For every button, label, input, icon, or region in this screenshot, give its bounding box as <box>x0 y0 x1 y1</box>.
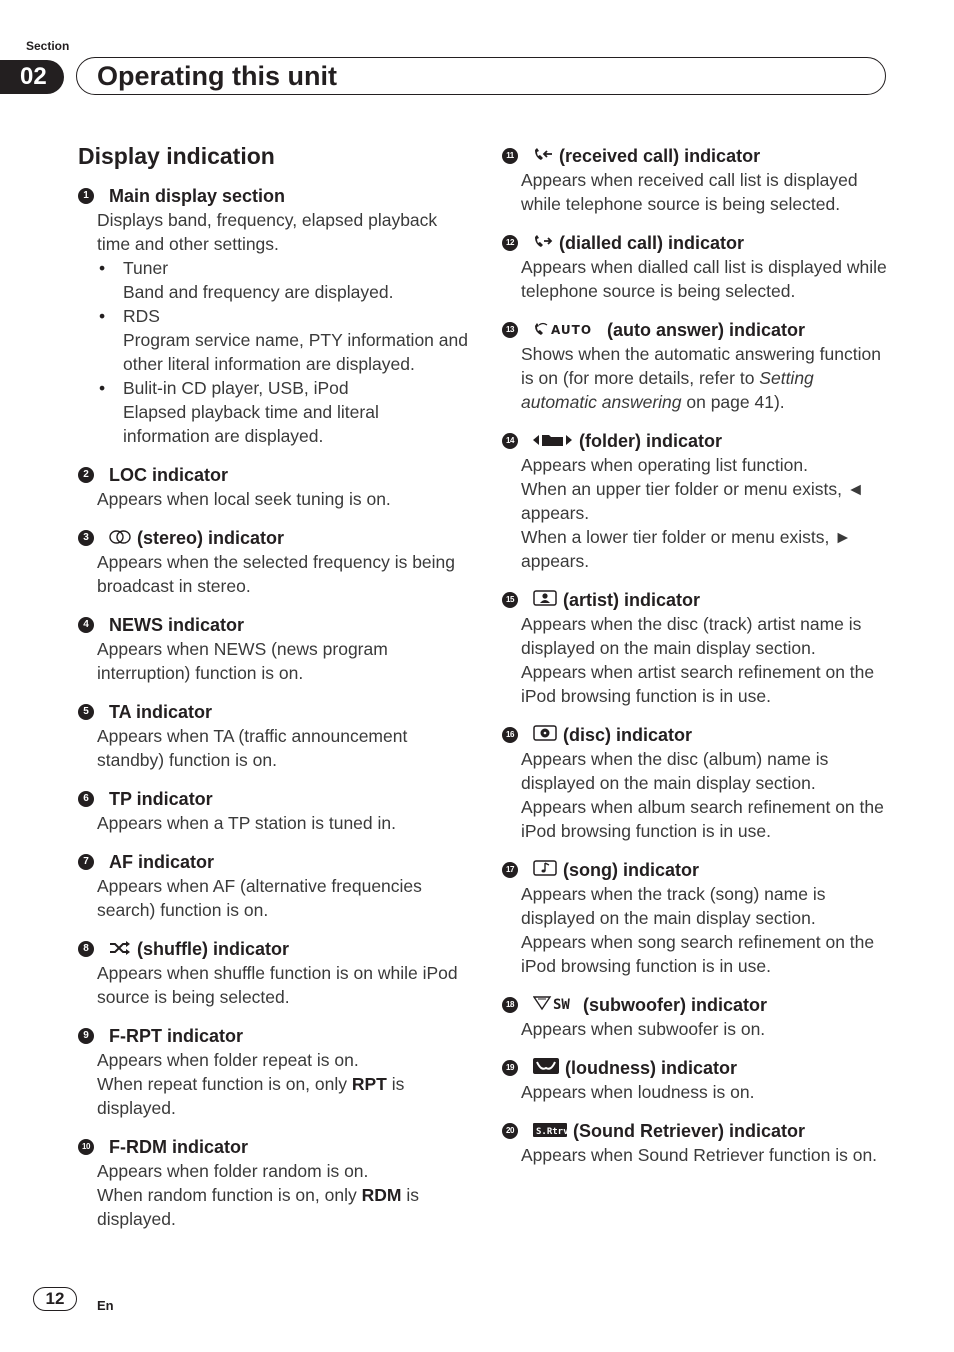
item-text: Appears when folder repeat is on. <box>97 1050 359 1070</box>
right-column <box>502 144 894 1182</box>
item-body: Appears when local seek tuning is on. <box>97 489 391 509</box>
item-loudness <box>502 1056 894 1104</box>
item-number: 17 <box>502 862 518 878</box>
item-tp <box>78 787 468 835</box>
item-artist <box>502 588 894 708</box>
item-subwoofer <box>502 993 894 1041</box>
item-text: Appears when the disc (track) artist name is displayed on the main display section. <box>521 614 862 658</box>
item-body <box>521 882 894 978</box>
bullet-list <box>97 256 468 448</box>
item-body <box>521 612 894 708</box>
item-number: 1 <box>78 188 94 204</box>
item-title <box>78 850 468 874</box>
item-number: 8 <box>78 941 94 957</box>
text-part: is displayed. <box>97 1074 405 1118</box>
item-title-text: NEWS indicator <box>109 615 245 635</box>
item-number: 13 <box>502 322 518 338</box>
item-body: Appears when TA (traffic announcement standby) function is on. <box>97 726 408 770</box>
item-title <box>78 526 468 550</box>
item-main-display <box>78 184 468 448</box>
item-number: 14 <box>502 433 518 449</box>
item-text: Appears when album search refinement on the iPod browsing function is in use. <box>521 797 884 841</box>
item-text: When a lower tier folder or menu exists, ► appears. <box>521 527 852 571</box>
item-text: Appears when the disc (album) name is displayed on the main display section. <box>521 749 829 793</box>
item-title <box>502 993 894 1017</box>
item-title <box>502 429 894 453</box>
item-number: 11 <box>502 148 518 164</box>
item-body <box>521 342 894 414</box>
left-column <box>78 140 468 1246</box>
item-number: 9 <box>78 1028 94 1044</box>
item-title-text: F-RDM indicator <box>109 1137 248 1157</box>
item-title-text: (folder) indicator <box>579 431 722 451</box>
bullet-label: Tuner <box>123 258 169 278</box>
item-title <box>78 184 468 208</box>
received-call-icon <box>533 144 553 168</box>
item-title-text: (stereo) indicator <box>137 528 285 548</box>
item-text: Appears when folder random is on. <box>97 1161 369 1181</box>
item-ta <box>78 700 468 772</box>
item-title-text: (loudness) indicator <box>565 1058 738 1078</box>
item-af <box>78 850 468 922</box>
bullet-item <box>97 256 468 304</box>
bullet-label: Bulit-in CD player, USB, iPod <box>123 378 349 398</box>
bold-term: RDM <box>361 1185 402 1205</box>
item-body: Appears when NEWS (news program interruption) function is on. <box>97 639 388 683</box>
svg-text:S.Rtrv: S.Rtrv <box>536 1127 567 1137</box>
bullet-desc: Elapsed playback time and literal information are displayed. <box>123 402 379 446</box>
song-icon <box>533 858 557 882</box>
item-body: Appears when dialled call list is displayed while telephone source is being selected. <box>521 257 887 301</box>
item-f-rdm <box>78 1135 468 1231</box>
item-number: 6 <box>78 791 94 807</box>
item-title <box>502 231 894 255</box>
item-received-call <box>502 144 894 216</box>
item-body <box>521 747 894 843</box>
artist-icon <box>533 588 557 612</box>
section-number-badge: 02 <box>0 60 64 94</box>
item-text: Appears when the track (song) name is displayed on the main display section. <box>521 884 826 928</box>
item-title-text: AF indicator <box>109 852 215 872</box>
item-title <box>78 1135 468 1159</box>
item-loc <box>78 463 468 511</box>
item-title-text: (dialled call) indicator <box>559 233 745 253</box>
item-title-text: (Sound Retriever) indicator <box>573 1121 806 1141</box>
page-heading: Display indication <box>78 143 275 169</box>
item-body: Appears when a TP station is tuned in. <box>97 813 396 833</box>
item-title <box>78 700 468 724</box>
item-number: 20 <box>502 1123 518 1139</box>
item-title <box>78 463 468 487</box>
disc-icon <box>533 723 557 747</box>
text-part: Shows when the automatic answering function is on (for more details, refer to <box>521 344 881 388</box>
text-part: on page 41). <box>681 392 785 412</box>
item-text: When an upper tier folder or menu exists, ◄ appears. <box>521 479 865 523</box>
item-title-text: (shuffle) indicator <box>137 939 289 959</box>
section-title-box <box>76 57 886 95</box>
text-part: is displayed. <box>97 1185 419 1229</box>
item-body: Appears when loudness is on. <box>521 1082 755 1102</box>
item-song <box>502 858 894 978</box>
item-title-text: (received call) indicator <box>559 146 761 166</box>
item-title-text: (artist) indicator <box>563 590 701 610</box>
sound-retriever-icon <box>533 1119 567 1143</box>
item-body: Appears when received call list is displayed while telephone source is being selected. <box>521 170 858 214</box>
item-title-text: (song) indicator <box>563 860 699 880</box>
item-number: 12 <box>502 235 518 251</box>
item-stereo <box>78 526 468 598</box>
item-number: 10 <box>78 1139 94 1155</box>
item-title <box>502 1119 894 1143</box>
item-disc <box>502 723 894 843</box>
item-title-text: (disc) indicator <box>563 725 693 745</box>
item-news <box>78 613 468 685</box>
item-text <box>97 1183 468 1231</box>
item-text: Appears when operating list function. <box>521 455 808 475</box>
item-body <box>521 453 894 573</box>
item-number: 19 <box>502 1060 518 1076</box>
item-title-text: Main display section <box>109 186 286 206</box>
item-shuffle <box>78 937 468 1009</box>
item-title-text: TA indicator <box>109 702 212 722</box>
item-sound-retriever <box>502 1119 894 1167</box>
bullet-desc: Band and frequency are displayed. <box>123 282 394 302</box>
item-number: 2 <box>78 467 94 483</box>
bullet-item <box>97 376 468 448</box>
item-number: 7 <box>78 854 94 870</box>
item-title <box>78 1024 468 1048</box>
section-label: Section <box>26 39 70 53</box>
item-number: 16 <box>502 727 518 743</box>
item-folder <box>502 429 894 573</box>
item-auto-answer <box>502 318 894 414</box>
item-text: Displays band, frequency, elapsed playback time and other settings. <box>97 210 438 254</box>
item-title <box>502 318 894 342</box>
item-body: Appears when AF (alternative frequencies search) function is on. <box>97 876 422 920</box>
item-title <box>502 1056 894 1080</box>
shuffle-icon <box>109 937 131 961</box>
bullet-item <box>97 304 468 376</box>
item-number: 5 <box>78 704 94 720</box>
bullet-desc: Program service name, PTY information and other literal information are displayed. <box>123 330 468 374</box>
item-body <box>97 208 468 448</box>
item-text: Appears when song search refinement on the iPod browsing function is in use. <box>521 932 875 976</box>
dialled-call-icon <box>533 231 553 255</box>
item-title <box>502 144 894 168</box>
item-title <box>502 588 894 612</box>
item-number: 15 <box>502 592 518 608</box>
text-part: When random function is on, only <box>97 1185 362 1205</box>
bullet-label: RDS <box>123 306 160 326</box>
cross-reference: Setting automatic answering <box>521 368 814 412</box>
item-number: 18 <box>502 997 518 1013</box>
subwoofer-icon <box>533 993 577 1017</box>
svg-text:SW: SW <box>553 997 570 1011</box>
section-title: Operating this unit <box>97 61 337 91</box>
item-title-text: F-RPT indicator <box>109 1026 243 1046</box>
page-number: 12 <box>33 1287 77 1311</box>
text-part: When repeat function is on, only <box>97 1074 352 1094</box>
item-body: Appears when shuffle function is on while iPod source is being selected. <box>97 963 458 1007</box>
item-text: Appears when artist search refinement on the iPod browsing function is in use. <box>521 662 875 706</box>
folder-icon <box>533 429 573 453</box>
item-title <box>78 937 468 961</box>
item-title-text: LOC indicator <box>109 465 229 485</box>
item-text <box>97 1072 468 1120</box>
item-dialled-call <box>502 231 894 303</box>
stereo-icon <box>109 526 131 550</box>
item-body: Appears when Sound Retriever function is on. <box>521 1145 878 1165</box>
item-body: Appears when subwoofer is on. <box>521 1019 766 1039</box>
item-title-text: (subwoofer) indicator <box>583 995 767 1015</box>
item-body <box>97 1159 468 1231</box>
item-title <box>502 858 894 882</box>
item-body <box>97 1048 468 1120</box>
item-body: Appears when the selected frequency is being broadcast in stereo. <box>97 552 456 596</box>
svg-text:AUTO: AUTO <box>551 323 593 336</box>
loudness-icon <box>533 1056 559 1080</box>
item-number: 4 <box>78 617 94 633</box>
item-f-rpt <box>78 1024 468 1120</box>
item-title-text: TP indicator <box>109 789 213 809</box>
item-title-text: (auto answer) indicator <box>607 320 806 340</box>
item-title <box>78 613 468 637</box>
item-number: 3 <box>78 530 94 546</box>
item-title <box>502 723 894 747</box>
item-title <box>78 787 468 811</box>
language-code: En <box>97 1298 114 1313</box>
bold-term: RPT <box>351 1074 387 1094</box>
auto-answer-icon <box>533 318 601 342</box>
